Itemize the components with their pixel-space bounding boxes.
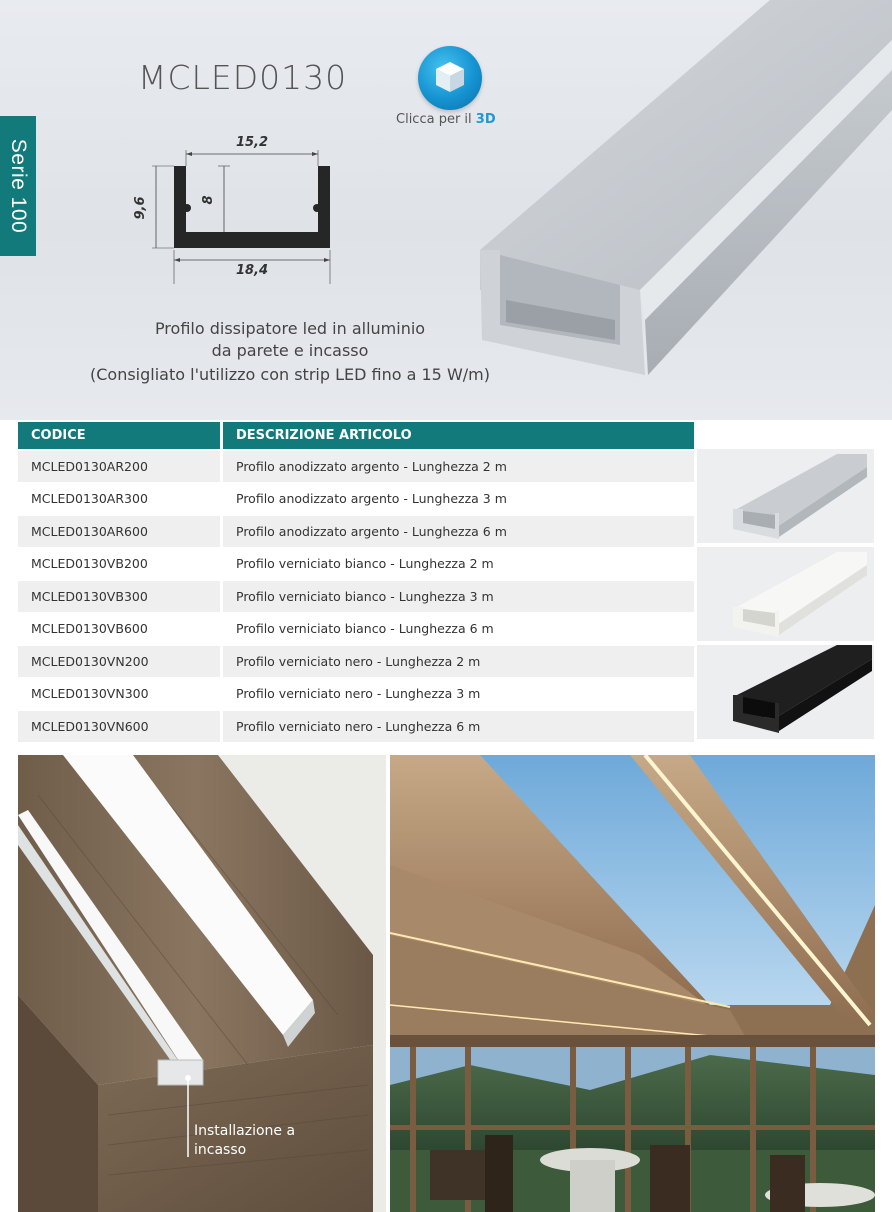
cell-description: Profilo anodizzato argento - Lunghezza 3 m <box>223 484 694 515</box>
table-row <box>18 679 694 710</box>
cell-code: MCLED0130VN200 <box>18 646 220 677</box>
cell-code: MCLED0130VN300 <box>18 679 220 710</box>
table-row <box>18 646 694 677</box>
table-row <box>18 451 694 482</box>
dim-height: 9,6 <box>133 196 148 220</box>
table-row <box>18 581 694 612</box>
cell-description: Profilo verniciato nero - Lunghezza 3 m <box>223 679 694 710</box>
cell-code: MCLED0130VB600 <box>18 614 220 645</box>
cell-description: Profilo verniciato bianco - Lunghezza 6 m <box>223 614 694 645</box>
hero-section <box>0 0 892 420</box>
product-title: MCLED0130 <box>138 58 348 97</box>
header-description: DESCRIZIONE ARTICOLO <box>223 422 694 449</box>
install-label <box>194 1122 334 1160</box>
cell-description: Profilo anodizzato argento - Lunghezza 6 m <box>223 516 694 547</box>
description-line-1: Profilo dissipatore led in alluminio <box>154 319 426 338</box>
cell-description: Profilo verniciato nero - Lunghezza 2 m <box>223 646 694 677</box>
cell-description: Profilo verniciato bianco - Lunghezza 3 m <box>223 581 694 612</box>
product-table <box>18 422 694 742</box>
cell-code: MCLED0130AR200 <box>18 451 220 482</box>
technical-drawing <box>132 128 352 288</box>
header-code: CODICE <box>18 422 220 449</box>
description-line-2: da parete e incasso <box>211 341 369 360</box>
product-description <box>40 318 540 386</box>
cell-code: MCLED0130VB200 <box>18 549 220 580</box>
table-row <box>18 711 694 742</box>
table-header <box>18 422 694 449</box>
cell-description: Profilo verniciato nero - Lunghezza 6 m <box>223 711 694 742</box>
table-row <box>18 516 694 547</box>
cell-description: Profilo verniciato bianco - Lunghezza 2 m <box>223 549 694 580</box>
cell-code: MCLED0130AR300 <box>18 484 220 515</box>
cell-code: MCLED0130VN600 <box>18 711 220 742</box>
dim-outer-width: 18,4 <box>235 263 269 278</box>
finish-silver-image <box>697 449 874 543</box>
cell-description: Profilo anodizzato argento - Lunghezza 2 m <box>223 451 694 482</box>
cell-code: MCLED0130VB300 <box>18 581 220 612</box>
install-label-line-1: Installazione a <box>194 1123 296 1139</box>
series-tab-label: Serie 100 <box>7 138 30 234</box>
table-row <box>18 549 694 580</box>
table-row <box>18 614 694 645</box>
profile-3d-image <box>470 0 892 420</box>
description-line-3: (Consigliato l'utilizzo con strip LED fino a 15 W/m) <box>90 365 490 384</box>
install-label-line-2: incasso <box>194 1142 247 1158</box>
click-3d-text: Clicca per il <box>396 112 476 127</box>
dim-inner-width: 15,2 <box>235 135 269 150</box>
finish-white-image <box>697 547 874 641</box>
dim-inner-height: 8 <box>201 195 216 205</box>
click-3d-accent: 3D <box>475 112 496 127</box>
table-row <box>18 484 694 515</box>
cell-code: MCLED0130AR600 <box>18 516 220 547</box>
restaurant-photo <box>390 755 875 1212</box>
series-tab <box>0 116 36 256</box>
finish-black-image <box>697 645 874 739</box>
